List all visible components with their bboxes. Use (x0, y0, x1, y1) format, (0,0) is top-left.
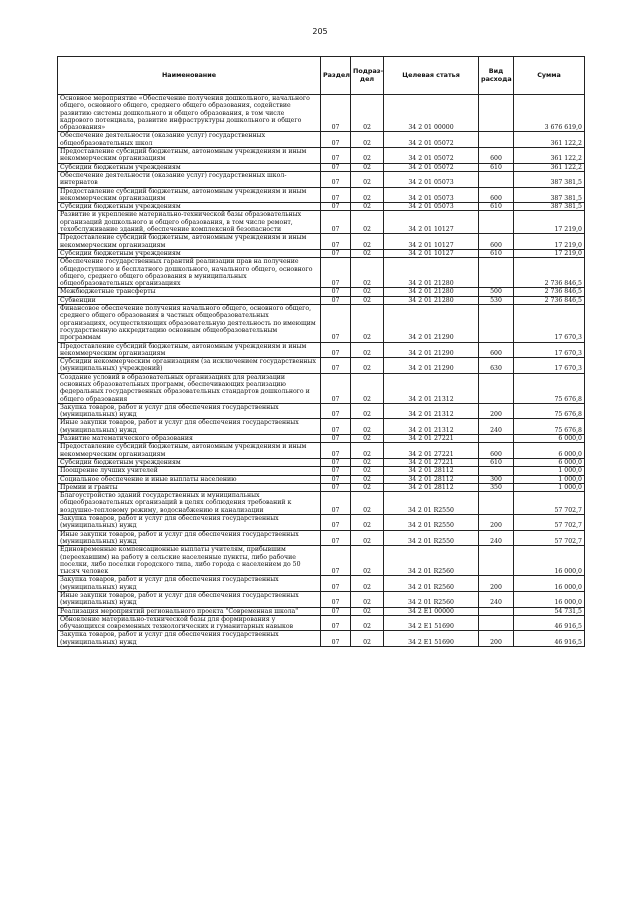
cell-target: 34 2 01 27221 (384, 443, 479, 459)
table-row (58, 530, 585, 546)
cell-name: Субсидии бюджетным учреждениям (58, 203, 321, 211)
cell-vid: 610 (479, 249, 514, 257)
cell-vid (479, 492, 514, 515)
cell-target: 34 2 E1 51690 (384, 631, 479, 647)
cell-razdel: 07 (321, 443, 351, 459)
cell-podrazdel: 02 (351, 203, 384, 211)
cell-vid (479, 171, 514, 187)
cell-target: 34 2 01 R2560 (384, 592, 479, 608)
cell-podrazdel: 02 (351, 249, 384, 257)
cell-razdel: 07 (321, 296, 351, 304)
table-row (58, 458, 585, 466)
cell-name: Премии и гранты (58, 483, 321, 491)
cell-sum: 361 122,2 (514, 132, 585, 148)
table-header-row (58, 57, 585, 95)
cell-sum: 17 670,3 (514, 358, 585, 374)
cell-podrazdel: 02 (351, 435, 384, 443)
cell-vid: 610 (479, 163, 514, 171)
cell-sum: 6 000,0 (514, 458, 585, 466)
cell-name: Единовременные компенсационные выплаты учителям, прибывшим (переехавшим) на работу в сельские населенные пункты, либо рабочие поселки, либо поселки городского типа, либо города с населением до 50 тысяч человек (58, 546, 321, 576)
cell-name: Обеспечение деятельности (оказание услуг) государственных общеобразовательных школ (58, 132, 321, 148)
cell-podrazdel: 02 (351, 576, 384, 592)
cell-sum: 1 000,0 (514, 483, 585, 491)
cell-vid (479, 615, 514, 631)
cell-name: Предоставление субсидий бюджетным, автономным учреждениям и иным некоммерческим организациям (58, 148, 321, 164)
table-row (58, 607, 585, 615)
table-row (58, 467, 585, 475)
cell-name: Предоставление субсидий бюджетным, автономным учреждениям и иным некоммерческим организациям (58, 234, 321, 250)
cell-sum: 75 676,8 (514, 403, 585, 419)
cell-sum: 16 000,0 (514, 592, 585, 608)
cell-vid: 530 (479, 296, 514, 304)
cell-name: Создание условий в образовательных организациях для реализации основных образовательных программ, обеспечивающих реализацию федеральных государственных образовательных стандартов дошкольного и общего образования (58, 373, 321, 403)
table-row (58, 305, 585, 342)
cell-razdel: 07 (321, 403, 351, 419)
cell-vid: 630 (479, 358, 514, 374)
cell-sum: 361 122,2 (514, 148, 585, 164)
cell-razdel: 07 (321, 203, 351, 211)
cell-sum: 1 000,0 (514, 467, 585, 475)
cell-target: 34 2 01 R2550 (384, 515, 479, 531)
cell-name: Закупка товаров, работ и услуг для обеспечения государственных (муниципальных) нужд (58, 576, 321, 592)
cell-vid: 240 (479, 530, 514, 546)
table-row (58, 546, 585, 576)
cell-podrazdel: 02 (351, 187, 384, 203)
cell-target: 34 2 01 21312 (384, 419, 479, 435)
cell-razdel: 07 (321, 530, 351, 546)
table-row (58, 403, 585, 419)
cell-vid (479, 435, 514, 443)
cell-target: 34 2 01 10127 (384, 211, 479, 234)
cell-razdel: 07 (321, 576, 351, 592)
cell-sum: 54 731,5 (514, 607, 585, 615)
cell-target: 34 2 01 21312 (384, 373, 479, 403)
cell-target: 34 2 01 21290 (384, 342, 479, 358)
cell-sum: 57 702,7 (514, 515, 585, 531)
cell-podrazdel: 02 (351, 443, 384, 459)
table-row (58, 483, 585, 491)
cell-sum: 387 381,5 (514, 171, 585, 187)
cell-target: 34 2 01 21280 (384, 296, 479, 304)
cell-target: 34 2 01 28112 (384, 475, 479, 483)
cell-podrazdel: 02 (351, 211, 384, 234)
cell-razdel: 07 (321, 234, 351, 250)
table-row (58, 95, 585, 132)
cell-sum: 3 676 619,0 (514, 95, 585, 132)
cell-sum: 17 670,3 (514, 342, 585, 358)
cell-vid (479, 211, 514, 234)
cell-razdel: 07 (321, 483, 351, 491)
cell-vid: 240 (479, 419, 514, 435)
cell-sum: 6 000,0 (514, 443, 585, 459)
cell-sum: 17 219,0 (514, 211, 585, 234)
cell-podrazdel: 02 (351, 148, 384, 164)
cell-razdel: 07 (321, 187, 351, 203)
cell-name: Иные закупки товаров, работ и услуг для обеспечения государственных (муниципальных) нужд (58, 530, 321, 546)
cell-podrazdel: 02 (351, 403, 384, 419)
cell-vid (479, 546, 514, 576)
cell-vid: 200 (479, 576, 514, 592)
column-header-razdel: Раздел (321, 57, 351, 95)
table-row (58, 358, 585, 374)
table-row (58, 576, 585, 592)
cell-podrazdel: 02 (351, 419, 384, 435)
table-row (58, 211, 585, 234)
cell-razdel: 07 (321, 249, 351, 257)
cell-name: Межбюджетные трансферты (58, 288, 321, 296)
table-row (58, 171, 585, 187)
cell-sum: 57 702,7 (514, 492, 585, 515)
cell-vid: 610 (479, 458, 514, 466)
column-header-target: Целевая статья (384, 57, 479, 95)
table-row (58, 342, 585, 358)
cell-name: Финансовое обеспечение получения начального общего, основного общего, среднего общего образования в частных общеобразовательных организациях, осуществляющих образовательную деятельность по имеющим государственную аккредитацию основным общеобразовательным программам (58, 305, 321, 342)
cell-sum: 46 916,5 (514, 615, 585, 631)
cell-target: 34 2 01 00000 (384, 95, 479, 132)
table-row (58, 296, 585, 304)
cell-podrazdel: 02 (351, 305, 384, 342)
cell-name: Закупка товаров, работ и услуг для обеспечения государственных (муниципальных) нужд (58, 403, 321, 419)
cell-sum: 16 000,0 (514, 576, 585, 592)
cell-razdel: 07 (321, 171, 351, 187)
table-row (58, 515, 585, 531)
cell-name: Социальное обеспечение и иные выплаты населению (58, 475, 321, 483)
cell-name: Закупка товаров, работ и услуг для обеспечения государственных (муниципальных) нужд (58, 631, 321, 647)
cell-razdel: 07 (321, 475, 351, 483)
cell-sum: 75 676,8 (514, 419, 585, 435)
table-row (58, 288, 585, 296)
cell-vid: 300 (479, 475, 514, 483)
cell-target: 34 2 01 21290 (384, 305, 479, 342)
cell-razdel: 07 (321, 258, 351, 288)
table-row (58, 443, 585, 459)
cell-name: Субвенции (58, 296, 321, 304)
cell-name: Обеспечение деятельности (оказание услуг) государственных школ-интернатов (58, 171, 321, 187)
cell-podrazdel: 02 (351, 234, 384, 250)
cell-razdel: 07 (321, 288, 351, 296)
cell-sum: 2 736 846,5 (514, 258, 585, 288)
cell-podrazdel: 02 (351, 258, 384, 288)
cell-vid: 610 (479, 203, 514, 211)
cell-name: Иные закупки товаров, работ и услуг для обеспечения государственных (муниципальных) нужд (58, 592, 321, 608)
cell-target: 34 2 01 R2560 (384, 576, 479, 592)
cell-razdel: 07 (321, 435, 351, 443)
cell-podrazdel: 02 (351, 592, 384, 608)
table-row (58, 234, 585, 250)
cell-target: 34 2 01 21312 (384, 403, 479, 419)
cell-name: Обеспечение государственных гарантий реализации прав на получение общедоступного и бесплатного дошкольного, начального общего, основного общего, среднего общего образования в муниципальных общеобразовательных организациях (58, 258, 321, 288)
table-row (58, 132, 585, 148)
cell-podrazdel: 02 (351, 358, 384, 374)
cell-vid: 600 (479, 443, 514, 459)
cell-name: Субсидии бюджетным учреждениям (58, 163, 321, 171)
cell-razdel: 07 (321, 373, 351, 403)
cell-podrazdel: 02 (351, 288, 384, 296)
cell-razdel: 07 (321, 458, 351, 466)
cell-target: 34 2 01 21280 (384, 288, 479, 296)
cell-sum: 16 000,0 (514, 546, 585, 576)
cell-podrazdel: 02 (351, 483, 384, 491)
cell-sum: 17 219,0 (514, 234, 585, 250)
cell-podrazdel: 02 (351, 132, 384, 148)
cell-vid: 500 (479, 288, 514, 296)
cell-name: Реализация мероприятий регионального проекта "Современная школа" (58, 607, 321, 615)
cell-name: Субсидии бюджетным учреждениям (58, 458, 321, 466)
cell-razdel: 07 (321, 358, 351, 374)
table-row (58, 492, 585, 515)
cell-sum: 17 219,0 (514, 249, 585, 257)
cell-vid: 200 (479, 403, 514, 419)
cell-name: Развитие и укрепление материально-технической базы образовательных организаций дошкольного и общего образования, в том числе ремонт, техобслуживание зданий, обеспечение комплексной безопасности (58, 211, 321, 234)
cell-razdel: 07 (321, 305, 351, 342)
cell-vid (479, 305, 514, 342)
cell-podrazdel: 02 (351, 163, 384, 171)
cell-sum: 2 736 846,5 (514, 296, 585, 304)
cell-razdel: 07 (321, 515, 351, 531)
cell-podrazdel: 02 (351, 607, 384, 615)
cell-target: 34 2 01 05072 (384, 163, 479, 171)
column-header-name: Наименование (58, 57, 321, 95)
cell-target: 34 2 01 27221 (384, 458, 479, 466)
cell-sum: 17 670,3 (514, 305, 585, 342)
cell-vid (479, 132, 514, 148)
cell-podrazdel: 02 (351, 475, 384, 483)
cell-razdel: 07 (321, 492, 351, 515)
table-row (58, 615, 585, 631)
table-row (58, 258, 585, 288)
cell-razdel: 07 (321, 419, 351, 435)
cell-name: Субсидии бюджетным учреждениям (58, 249, 321, 257)
cell-podrazdel: 02 (351, 95, 384, 132)
table-row (58, 148, 585, 164)
cell-target: 34 2 E1 00000 (384, 607, 479, 615)
cell-podrazdel: 02 (351, 515, 384, 531)
cell-vid: 350 (479, 483, 514, 491)
cell-sum: 387 381,5 (514, 187, 585, 203)
cell-podrazdel: 02 (351, 467, 384, 475)
cell-vid: 600 (479, 148, 514, 164)
table-row (58, 475, 585, 483)
cell-name: Субсидии некоммерческим организациям (за исключением государственных (муниципальных) учреждений) (58, 358, 321, 374)
cell-target: 34 2 01 28112 (384, 467, 479, 475)
cell-name: Предоставление субсидий бюджетным, автономным учреждениям и иным некоммерческим организациям (58, 187, 321, 203)
cell-podrazdel: 02 (351, 631, 384, 647)
cell-sum: 46 916,5 (514, 631, 585, 647)
cell-target: 34 2 01 28112 (384, 483, 479, 491)
cell-vid (479, 373, 514, 403)
cell-vid: 200 (479, 515, 514, 531)
cell-target: 34 2 01 05072 (384, 132, 479, 148)
cell-name: Развитие математического образования (58, 435, 321, 443)
cell-target: 34 2 01 21280 (384, 258, 479, 288)
cell-podrazdel: 02 (351, 296, 384, 304)
cell-target: 34 2 01 R2550 (384, 530, 479, 546)
table-row (58, 163, 585, 171)
table-row (58, 249, 585, 257)
cell-name: Иные закупки товаров, работ и услуг для обеспечения государственных (муниципальных) нужд (58, 419, 321, 435)
cell-vid (479, 258, 514, 288)
cell-podrazdel: 02 (351, 492, 384, 515)
cell-razdel: 07 (321, 615, 351, 631)
cell-podrazdel: 02 (351, 615, 384, 631)
column-header-vid: Вид расхода (479, 57, 514, 95)
cell-sum: 2 736 846,5 (514, 288, 585, 296)
cell-razdel: 07 (321, 467, 351, 475)
column-header-sum: Сумма (514, 57, 585, 95)
page-number: 205 (312, 27, 328, 36)
cell-name: Предоставление субсидий бюджетным, автономным учреждениям и иным некоммерческим организациям (58, 342, 321, 358)
cell-sum: 361 122,2 (514, 163, 585, 171)
table-row (58, 419, 585, 435)
cell-podrazdel: 02 (351, 458, 384, 466)
cell-sum: 57 702,7 (514, 530, 585, 546)
cell-razdel: 07 (321, 546, 351, 576)
cell-sum: 1 000,0 (514, 475, 585, 483)
cell-target: 34 2 01 05073 (384, 187, 479, 203)
cell-razdel: 07 (321, 132, 351, 148)
cell-target: 34 2 01 21290 (384, 358, 479, 374)
table-row (58, 631, 585, 647)
cell-target: 34 2 01 10127 (384, 249, 479, 257)
cell-target: 34 2 01 05072 (384, 148, 479, 164)
cell-vid: 200 (479, 631, 514, 647)
cell-razdel: 07 (321, 342, 351, 358)
budget-table (57, 56, 585, 647)
cell-vid (479, 607, 514, 615)
cell-target: 34 2 01 R2550 (384, 492, 479, 515)
cell-target: 34 2 01 10127 (384, 234, 479, 250)
cell-vid (479, 95, 514, 132)
cell-name: Основное мероприятие «Обеспечение получения дошкольного, начального общего, основного общего, среднего общего образования, содействие развитию системы дошкольного и общего образования, в том числе кадрового потенциала, развитие инфраструктуры дошкольного и общего образования» (58, 95, 321, 132)
cell-target: 34 2 01 05073 (384, 171, 479, 187)
table-row (58, 435, 585, 443)
cell-name: Закупка товаров, работ и услуг для обеспечения государственных (муниципальных) нужд (58, 515, 321, 531)
table-row (58, 592, 585, 608)
cell-sum: 75 676,8 (514, 373, 585, 403)
cell-vid: 600 (479, 234, 514, 250)
cell-podrazdel: 02 (351, 171, 384, 187)
table-row (58, 187, 585, 203)
cell-sum: 6 000,0 (514, 435, 585, 443)
cell-vid: 240 (479, 592, 514, 608)
cell-sum: 387 381,5 (514, 203, 585, 211)
cell-target: 34 2 01 27221 (384, 435, 479, 443)
table-row (58, 373, 585, 403)
cell-name: Поощрение лучших учителей (58, 467, 321, 475)
cell-podrazdel: 02 (351, 546, 384, 576)
table-row (58, 203, 585, 211)
cell-target: 34 2 E1 51690 (384, 615, 479, 631)
cell-razdel: 07 (321, 95, 351, 132)
cell-name: Предоставление субсидий бюджетным, автономным учреждениям и иным некоммерческим организациям (58, 443, 321, 459)
cell-razdel: 07 (321, 163, 351, 171)
cell-razdel: 07 (321, 592, 351, 608)
cell-podrazdel: 02 (351, 373, 384, 403)
cell-razdel: 07 (321, 148, 351, 164)
cell-name: Благоустройство зданий государственных и муниципальных общеобразовательных организаций в целях соблюдения требований к воздушно-тепловому режиму, водоснабжению и канализации (58, 492, 321, 515)
cell-vid (479, 467, 514, 475)
column-header-podrazdel: Подраз-дел (351, 57, 384, 95)
cell-vid: 600 (479, 187, 514, 203)
cell-podrazdel: 02 (351, 530, 384, 546)
cell-razdel: 07 (321, 607, 351, 615)
cell-razdel: 07 (321, 211, 351, 234)
cell-target: 34 2 01 05073 (384, 203, 479, 211)
cell-name: Обновление материально-технической базы для формирования у обучающихся современных технологических и гуманитарных навыков (58, 615, 321, 631)
cell-target: 34 2 01 R2560 (384, 546, 479, 576)
cell-podrazdel: 02 (351, 342, 384, 358)
cell-vid: 600 (479, 342, 514, 358)
cell-razdel: 07 (321, 631, 351, 647)
